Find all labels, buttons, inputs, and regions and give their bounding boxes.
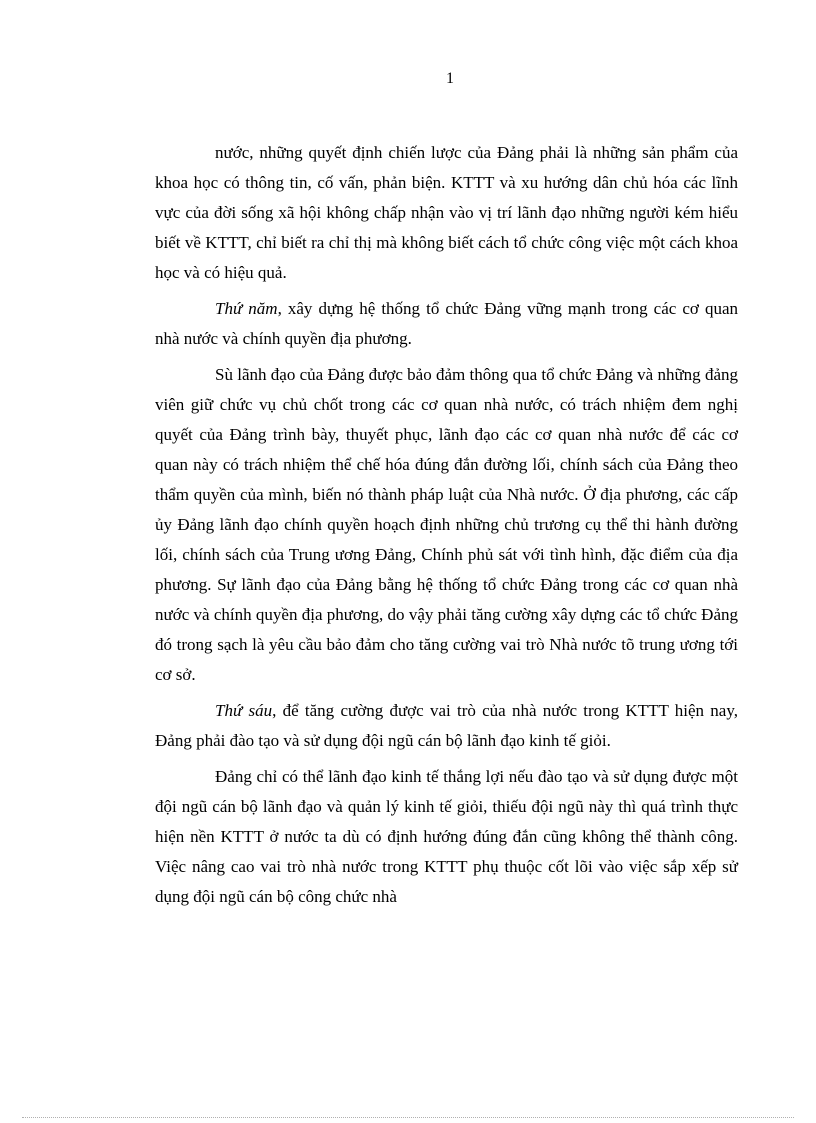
paragraph-5-text: Đảng chỉ có thể lãnh đạo kinh tế thắng lợi nếu đào tạo và sử dụng được một đội ngũ cán bộ lãnh đạo và quản lý kinh tế giỏi, thiếu đội ngũ này thì quá trình thực hiện nền KTTT ở nước ta dù có định hướng đúng đắn cũng không thể thành công. Việc nâng cao vai trò nhà nước trong KTTT phụ thuộc cốt lõi vào việc sắp xếp sử dụng đội ngũ cán bộ công chức nhà — [155, 767, 738, 906]
paragraph-1 — [155, 138, 738, 288]
page-number: 1 — [446, 70, 454, 87]
paragraph-2-lead: Thứ năm — [215, 299, 278, 318]
paragraph-1-text: nước, những quyết định chiến lược của Đảng phải là những sản phẩm của khoa học có thông tin, cố vấn, phản biện. KTTT và xu hướng dân chủ hóa các lĩnh vực của đời sống xã hội không chấp nhận vào vị trí lãnh đạo những người kém hiểu biết về KTTT, chỉ biết ra chỉ thị mà không biết cách tổ chức công việc một cách khoa học và có hiệu quả. — [155, 143, 738, 282]
paragraph-5 — [155, 762, 738, 912]
document-body — [155, 138, 738, 918]
paragraph-3 — [155, 360, 738, 690]
paragraph-4 — [155, 696, 738, 756]
paragraph-3-text: Sù lãnh đạo của Đảng được bảo đảm thông qua tổ chức Đảng và những đảng viên giữ chức vụ chủ chốt trong các cơ quan nhà nước, có trách nhiệm đem nghị quyết của Đảng trình bày, thuyết phục, lãnh đạo các cơ quan nhà nước để các cơ quan này có trách nhiệm thể chế hóa đúng đắn đường lối, chính sách của Đảng theo thẩm quyền của mình, biến nó thành pháp luật của Nhà nước. Ở địa phương, các cấp ủy Đảng lãnh đạo chính quyền hoạch định những chủ trương cụ thể thi hành đường lối, chính sách của Trung ương Đảng, Chính phủ sát với tình hình, đặc điểm của địa phương. Sự lãnh đạo của Đảng bằng hệ thống tổ chức Đảng trong các cơ quan nhà nước và chính quyền địa phương, do vậy phải tăng cường xây dựng các tổ chức Đảng đó trong sạch là yêu cầu bảo đảm cho tăng cường vai trò Nhà nước tõ trung ương tới cơ sở. — [155, 365, 738, 684]
paragraph-2-text: , xây dựng hệ thống tổ chức Đảng vững mạnh trong các cơ quan nhà nước và chính quyền địa phương. — [155, 299, 738, 348]
page-bottom-divider — [22, 1117, 794, 1118]
paragraph-2 — [155, 294, 738, 354]
paragraph-4-lead: Thứ sáu — [215, 701, 273, 720]
paragraph-4-text: , để tăng cường được vai trò của nhà nước trong KTTT hiện nay, Đảng phải đào tạo và sử dụng đội ngũ cán bộ lãnh đạo kinh tế giỏi. — [155, 701, 738, 750]
